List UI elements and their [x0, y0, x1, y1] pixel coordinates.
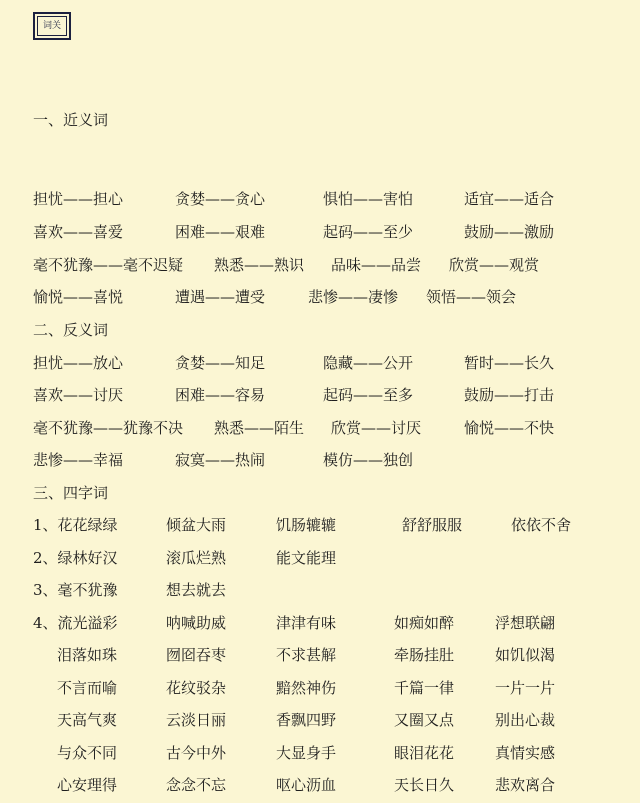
idiom: 不求甚解: [276, 646, 337, 664]
idiom: 又圈又点: [394, 711, 455, 729]
idiom: 不言而喻: [57, 679, 118, 697]
synonym-row: [0, 187, 640, 211]
idiom-row: [0, 513, 640, 537]
synonym-pair: 担忧——担心: [33, 190, 124, 208]
idiom: 与众不同: [57, 744, 118, 762]
idiom: 3、毫不犹豫: [33, 581, 118, 599]
synonym-pair: 适宜——适合: [464, 190, 555, 208]
antonym-pair: 暂时——长久: [464, 354, 555, 372]
idiom-row: [0, 643, 640, 667]
idiom: 依依不舍: [511, 516, 572, 534]
synonym-pair: 鼓励——激励: [464, 223, 555, 241]
idiom: 天长日久: [394, 776, 455, 794]
synonym-pair: 贪婪——贪心: [175, 190, 266, 208]
idiom: 千篇一律: [394, 679, 455, 697]
idiom: 大显身手: [276, 744, 337, 762]
heading-synonyms: 一、近义词: [33, 111, 109, 129]
antonym-row: [0, 351, 640, 375]
idiom: 饥肠辘辘: [276, 516, 337, 534]
idiom: 一片一片: [495, 679, 556, 697]
badge-label: 词关: [37, 16, 67, 36]
idiom-row: [0, 611, 640, 635]
idiom: 云淡日丽: [166, 711, 227, 729]
idiom: 津津有味: [276, 614, 337, 632]
synonym-pair: 遭遇——遭受: [175, 288, 266, 306]
antonym-pair: 熟悉——陌生: [214, 419, 305, 437]
idiom: 囫囵吞枣: [166, 646, 227, 664]
antonym-pair: 喜欢——讨厌: [33, 386, 124, 404]
antonym-row: [0, 383, 640, 407]
idiom: 香飘四野: [276, 711, 337, 729]
idiom: 滚瓜烂熟: [166, 549, 227, 567]
antonym-pair: 模仿——独创: [323, 451, 414, 469]
synonym-pair: 欣赏——观赏: [449, 256, 540, 274]
idiom: 古今中外: [166, 744, 227, 762]
idiom: 4、流光溢彩: [33, 614, 118, 632]
section-badge: [33, 12, 71, 40]
synonym-pair: 喜欢——喜爱: [33, 223, 124, 241]
synonym-pair: 领悟——领会: [426, 288, 517, 306]
synonym-pair: 惧怕——害怕: [323, 190, 414, 208]
antonym-pair: 鼓励——打击: [464, 386, 555, 404]
synonym-pair: 悲惨——凄惨: [308, 288, 399, 306]
idiom: 如痴如醉: [394, 614, 455, 632]
idiom: 如饥似渴: [495, 646, 556, 664]
idiom: 2、绿林好汉: [33, 549, 118, 567]
idiom: 悲欢离合: [495, 776, 556, 794]
idiom-row: [0, 708, 640, 732]
antonym-row: [0, 448, 640, 472]
idiom: 想去就去: [166, 581, 227, 599]
idiom: 眼泪花花: [394, 744, 455, 762]
synonym-row: [0, 253, 640, 277]
idiom: 真情实感: [495, 744, 556, 762]
synonym-row: [0, 220, 640, 244]
antonym-pair: 担忧——放心: [33, 354, 124, 372]
idiom: 浮想联翩: [495, 614, 556, 632]
heading-four-char: 三、四字词: [33, 484, 109, 502]
idiom-row: [0, 546, 640, 570]
antonym-pair: 起码——至多: [323, 386, 414, 404]
idiom: 呕心沥血: [276, 776, 337, 794]
idiom-row: [0, 578, 640, 602]
idiom: 呐喊助威: [166, 614, 227, 632]
idiom: 1、花花绿绿: [33, 516, 118, 534]
idiom: 黯然神伤: [276, 679, 337, 697]
idiom: 心安理得: [57, 776, 118, 794]
synonym-pair: 熟悉——熟识: [214, 256, 305, 274]
synonym-pair: 品味——品尝: [331, 256, 422, 274]
antonym-pair: 愉悦——不快: [464, 419, 555, 437]
idiom: 天高气爽: [57, 711, 118, 729]
idiom: 念念不忘: [166, 776, 227, 794]
antonym-pair: 毫不犹豫——犹豫不决: [33, 419, 184, 437]
antonym-pair: 寂寞——热闹: [175, 451, 266, 469]
idiom: 能文能理: [276, 549, 337, 567]
synonym-pair: 起码——至少: [323, 223, 414, 241]
idiom: 花纹驳杂: [166, 679, 227, 697]
idiom: 舒舒服服: [402, 516, 463, 534]
synonym-row: [0, 285, 640, 309]
idiom-row: [0, 741, 640, 765]
idiom: 别出心裁: [495, 711, 556, 729]
idiom: 牵肠挂肚: [394, 646, 455, 664]
synonym-pair: 毫不犹豫——毫不迟疑: [33, 256, 184, 274]
idiom-row: [0, 773, 640, 797]
antonym-pair: 隐藏——公开: [323, 354, 414, 372]
idiom: 泪落如珠: [57, 646, 118, 664]
heading-antonyms: 二、反义词: [33, 321, 109, 339]
antonym-pair: 欣赏——讨厌: [331, 419, 422, 437]
antonym-row: [0, 416, 640, 440]
antonym-pair: 困难——容易: [175, 386, 266, 404]
antonym-pair: 贪婪——知足: [175, 354, 266, 372]
idiom: 倾盆大雨: [166, 516, 227, 534]
antonym-pair: 悲惨——幸福: [33, 451, 124, 469]
idiom-row: [0, 676, 640, 700]
synonym-pair: 愉悦——喜悦: [33, 288, 124, 306]
synonym-pair: 困难——艰难: [175, 223, 266, 241]
